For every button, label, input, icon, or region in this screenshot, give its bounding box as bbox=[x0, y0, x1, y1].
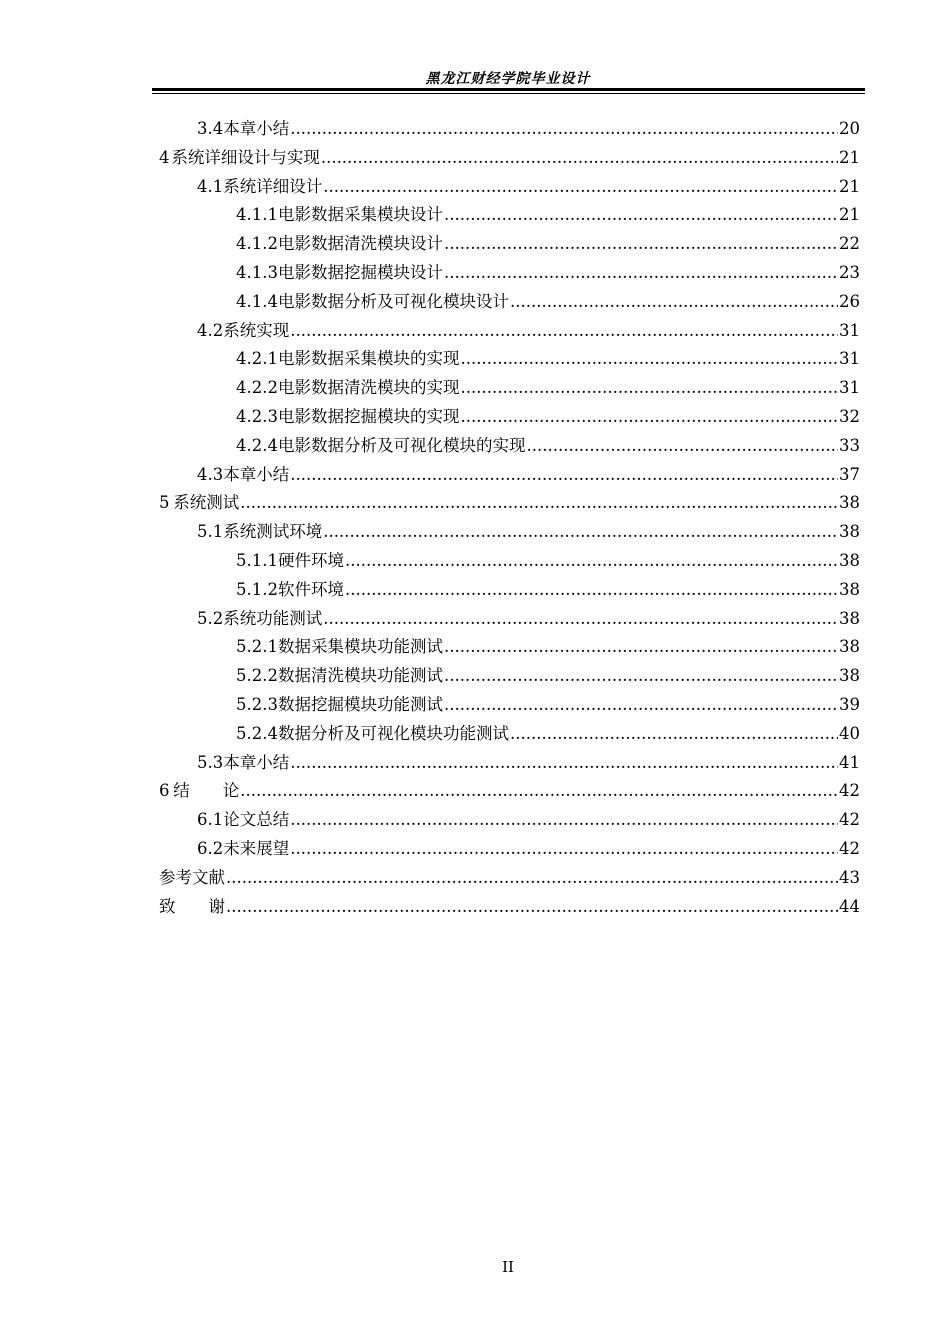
toc-entry-number: 4.2.2 bbox=[236, 378, 278, 398]
toc-entry-page: 31 bbox=[839, 349, 860, 369]
toc-entry-page: 44 bbox=[839, 896, 860, 916]
toc-entry-page: 21 bbox=[839, 176, 860, 196]
toc-dot-leader bbox=[321, 144, 838, 173]
toc-entry-number: 5.2 bbox=[197, 608, 224, 628]
toc-entry[interactable] bbox=[159, 173, 860, 202]
toc-entry-page: 42 bbox=[839, 781, 860, 801]
toc-entry[interactable] bbox=[159, 403, 860, 432]
toc-dot-leader bbox=[460, 374, 838, 403]
toc-entry[interactable] bbox=[159, 749, 860, 778]
toc-entry-page: 42 bbox=[839, 810, 860, 830]
toc-entry-number: 4.1.2 bbox=[236, 234, 278, 254]
toc-entry-title: 数据挖掘模块功能测试 bbox=[277, 694, 443, 714]
toc-entry-title: 系统详细设计与实现 bbox=[171, 147, 320, 167]
toc-entry-page: 31 bbox=[839, 378, 860, 398]
toc-entry-page: 39 bbox=[839, 694, 860, 714]
toc-entry[interactable] bbox=[159, 230, 860, 259]
toc-entry-page: 32 bbox=[839, 406, 860, 426]
toc-entry[interactable] bbox=[159, 777, 860, 806]
toc-entry-page: 43 bbox=[839, 867, 860, 887]
toc-entry-page: 21 bbox=[839, 147, 860, 167]
toc-entry-number: 4.3 bbox=[197, 464, 224, 484]
toc-dot-leader bbox=[444, 259, 838, 288]
toc-entry[interactable] bbox=[159, 317, 860, 346]
toc-dot-leader bbox=[460, 403, 838, 432]
toc-entry-number: 5 bbox=[159, 493, 170, 513]
toc-entry-title: 数据采集模块功能测试 bbox=[277, 637, 443, 657]
toc-entry-page: 37 bbox=[839, 464, 860, 484]
toc-dot-leader bbox=[510, 288, 838, 317]
toc-entry-title: 系统功能测试 bbox=[223, 608, 323, 628]
toc-entry-title: 本章小结 bbox=[223, 752, 290, 772]
toc-entry-page: 26 bbox=[839, 291, 860, 311]
toc-entry-title: 电影数据清洗模块的实现 bbox=[277, 378, 460, 398]
toc-entry-title: 系统实现 bbox=[223, 320, 290, 340]
toc-entry-page: 38 bbox=[839, 579, 860, 599]
toc-dot-leader bbox=[226, 893, 838, 922]
toc-entry-title: 数据清洗模块功能测试 bbox=[277, 666, 443, 686]
toc-entry[interactable] bbox=[159, 374, 860, 403]
toc-entry[interactable] bbox=[159, 605, 860, 634]
toc-dot-leader bbox=[290, 461, 838, 490]
toc-entry-number: 5.2.1 bbox=[236, 637, 278, 657]
toc-entry[interactable] bbox=[159, 576, 860, 605]
toc-dot-leader bbox=[323, 518, 838, 547]
toc-entry-page: 31 bbox=[839, 320, 860, 340]
toc-entry-page: 41 bbox=[839, 752, 860, 772]
toc-entry-number: 5.3 bbox=[197, 752, 224, 772]
toc-entry-number: 4.1.3 bbox=[236, 262, 278, 282]
toc-entry-title: 电影数据清洗模块设计 bbox=[277, 234, 443, 254]
toc-entry-number: 3.4 bbox=[197, 119, 224, 138]
toc-dot-leader bbox=[444, 662, 838, 691]
toc-entry-page: 38 bbox=[839, 493, 860, 513]
toc-dot-leader bbox=[444, 230, 838, 259]
toc-entry[interactable] bbox=[159, 461, 860, 490]
toc-entry[interactable] bbox=[159, 806, 860, 835]
toc-entry[interactable] bbox=[159, 893, 860, 922]
toc-dot-leader bbox=[444, 691, 838, 720]
header-rule-thin bbox=[152, 93, 865, 94]
toc-entry-number: 5.2.3 bbox=[236, 694, 278, 714]
toc-entry[interactable] bbox=[159, 518, 860, 547]
toc-entry-title: 致 谢 bbox=[159, 896, 225, 916]
toc-entry-page: 23 bbox=[839, 262, 860, 282]
toc-dot-leader bbox=[323, 173, 838, 202]
toc-entry-number: 5.2.4 bbox=[236, 723, 278, 743]
toc-entry-page: 20 bbox=[839, 119, 860, 138]
toc-entry-title: 系统测试 bbox=[173, 493, 240, 513]
toc-entry-page: 42 bbox=[839, 838, 860, 858]
toc-entry[interactable] bbox=[159, 144, 860, 173]
toc-entry-title: 电影数据采集模块设计 bbox=[277, 205, 443, 225]
toc-entry[interactable] bbox=[159, 547, 860, 576]
toc-entry-title: 未来展望 bbox=[223, 838, 290, 858]
toc-dot-leader bbox=[290, 835, 838, 864]
toc-entry-number: 4.1.4 bbox=[236, 291, 278, 311]
toc-entry-page: 21 bbox=[839, 205, 860, 225]
toc-entry-title: 数据分析及可视化模块功能测试 bbox=[277, 723, 509, 743]
toc-dot-leader bbox=[444, 201, 838, 230]
toc-dot-leader bbox=[526, 432, 838, 461]
toc-entry-page: 33 bbox=[839, 435, 860, 455]
toc-entry-number: 5.1 bbox=[197, 522, 224, 542]
toc-entry[interactable] bbox=[159, 201, 860, 230]
toc-entry[interactable] bbox=[159, 633, 860, 662]
toc-entry-page: 38 bbox=[839, 608, 860, 628]
toc-entry-title: 电影数据分析及可视化模块的实现 bbox=[277, 435, 526, 455]
table-of-contents bbox=[159, 115, 860, 921]
toc-entry[interactable] bbox=[159, 345, 860, 374]
toc-dot-leader bbox=[240, 489, 838, 518]
toc-dot-leader bbox=[444, 633, 838, 662]
toc-entry[interactable] bbox=[159, 259, 860, 288]
toc-dot-leader bbox=[510, 720, 838, 749]
toc-entry[interactable] bbox=[159, 835, 860, 864]
toc-entry-page: 22 bbox=[839, 234, 860, 254]
toc-entry-title: 系统测试环境 bbox=[223, 522, 323, 542]
footer-page-number: II bbox=[502, 1258, 514, 1276]
toc-dot-leader bbox=[290, 806, 838, 835]
toc-entry-title: 本章小结 bbox=[223, 119, 290, 138]
toc-entry-page: 40 bbox=[839, 723, 860, 743]
toc-entry-number: 6.2 bbox=[197, 838, 224, 858]
toc-entry-page: 38 bbox=[839, 666, 860, 686]
toc-dot-leader bbox=[345, 576, 838, 605]
toc-entry[interactable] bbox=[159, 720, 860, 749]
toc-entry-title: 论文总结 bbox=[223, 810, 290, 830]
toc-entry-number: 4 bbox=[159, 147, 170, 167]
toc-entry-number: 5.2.2 bbox=[236, 666, 278, 686]
toc-dot-leader bbox=[290, 115, 838, 144]
header-rule-thick bbox=[152, 88, 865, 91]
toc-entry[interactable] bbox=[159, 662, 860, 691]
toc-entry-page: 38 bbox=[839, 637, 860, 657]
toc-entry[interactable] bbox=[159, 864, 860, 893]
toc-dot-leader bbox=[460, 345, 838, 374]
toc-dot-leader bbox=[226, 864, 838, 893]
toc-dot-leader bbox=[290, 317, 838, 346]
toc-entry-number: 4.2.4 bbox=[236, 435, 278, 455]
toc-dot-leader bbox=[345, 547, 838, 576]
toc-dot-leader bbox=[323, 605, 838, 634]
toc-entry[interactable] bbox=[159, 115, 860, 144]
toc-entry-title: 本章小结 bbox=[223, 464, 290, 484]
toc-entry-number: 5.1.2 bbox=[236, 579, 278, 599]
toc-entry-title: 电影数据挖掘模块设计 bbox=[277, 262, 443, 282]
toc-entry[interactable] bbox=[159, 288, 860, 317]
toc-entry-number: 4.2.3 bbox=[236, 406, 278, 426]
toc-entry-title: 电影数据采集模块的实现 bbox=[277, 349, 460, 369]
toc-entry-number: 5.1.1 bbox=[236, 550, 278, 570]
toc-entry-title: 软件环境 bbox=[277, 579, 344, 599]
toc-entry-number: 4.2.1 bbox=[236, 349, 278, 369]
toc-entry-page: 38 bbox=[839, 550, 860, 570]
toc-entry-title: 结 论 bbox=[173, 781, 240, 801]
toc-entry-number: 4.1 bbox=[197, 176, 224, 196]
toc-entry-number: 4.2 bbox=[197, 320, 224, 340]
toc-dot-leader bbox=[240, 777, 838, 806]
toc-entry[interactable] bbox=[159, 432, 860, 461]
toc-entry-title: 系统详细设计 bbox=[223, 176, 323, 196]
toc-entry-title: 电影数据挖掘模块的实现 bbox=[277, 406, 460, 426]
toc-entry[interactable] bbox=[159, 489, 860, 518]
toc-entry-number: 6 bbox=[159, 781, 170, 801]
toc-entry[interactable] bbox=[159, 691, 860, 720]
document-header-title: 黑龙江财经学院毕业设计 bbox=[425, 71, 591, 87]
toc-entry-title: 硬件环境 bbox=[277, 550, 344, 570]
toc-entry-title: 电影数据分析及可视化模块设计 bbox=[277, 291, 509, 311]
toc-entry-title: 参考文献 bbox=[159, 867, 225, 887]
toc-entry-number: 6.1 bbox=[197, 810, 224, 830]
toc-dot-leader bbox=[290, 749, 838, 778]
toc-entry-number: 4.1.1 bbox=[236, 205, 278, 225]
toc-entry-page: 38 bbox=[839, 522, 860, 542]
